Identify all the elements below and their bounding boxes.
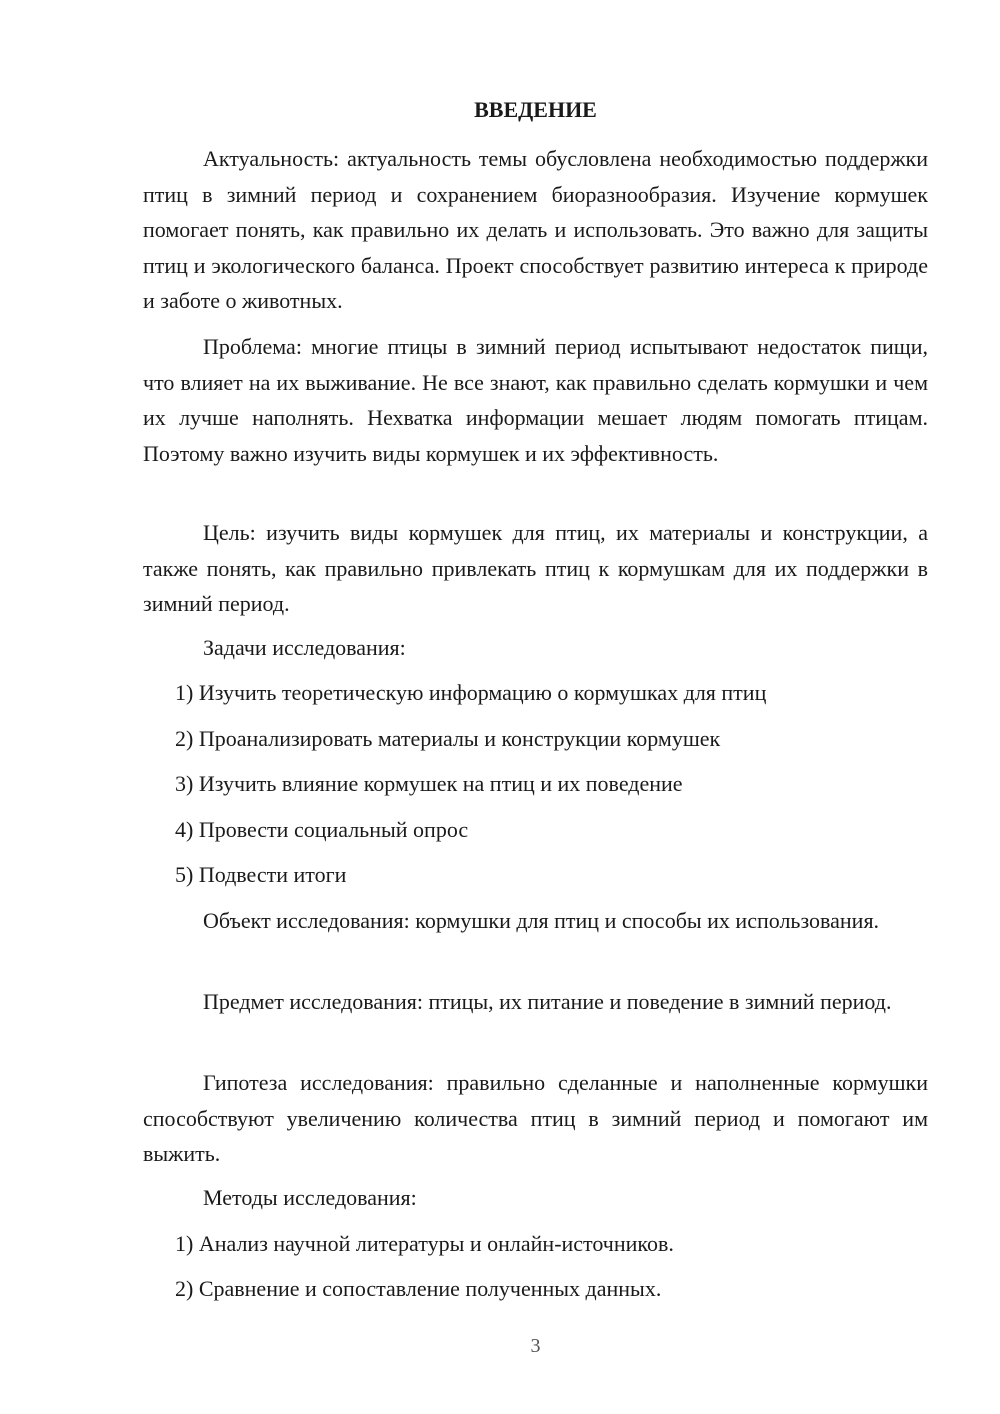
task-item: 3) Изучить влияние кормушек на птиц и их поведение	[175, 771, 683, 796]
method-item: 2) Сравнение и сопоставление полученных данных.	[175, 1276, 662, 1301]
page-number: 3	[530, 1335, 541, 1357]
relevance-paragraph: Актуальность: актуальность темы обусловлена необходимостью поддержки птиц в зимний период и сохранением биоразнообразия. Изучение кормушек помогает понять, как правильно их делать и использовать. Это важно для защиты птиц и экологического баланса. Проект способствует развитию интереса к природе и заботе о животных.	[143, 146, 928, 313]
task-item: 5) Подвести итоги	[175, 862, 347, 887]
document-page	[143, 0, 928, 1414]
subject-paragraph: Предмет исследования: птицы, их питание и поведение в зимний период.	[203, 989, 892, 1014]
method-item: 1) Анализ научной литературы и онлайн-источников.	[175, 1231, 674, 1256]
task-item: 2) Проанализировать материалы и конструкции кормушек	[175, 726, 721, 751]
problem-paragraph: Проблема: многие птицы в зимний период испытывают недостаток пищи, что влияет на их выживание. Не все знают, как правильно сделать кормушки и чем их лучше наполнять. Нехватка информации мешает людям помогать птицам. Поэтому важно изучить виды кормушек и их эффективность.	[143, 334, 928, 466]
methods-heading: Методы исследования:	[203, 1185, 417, 1210]
task-item: 4) Провести социальный опрос	[175, 817, 469, 842]
object-paragraph: Объект исследования: кормушки для птиц и способы их использования.	[203, 908, 880, 933]
section-title: ВВЕДЕНИЕ	[474, 97, 597, 122]
tasks-heading: Задачи исследования:	[203, 635, 406, 660]
hypothesis-paragraph: Гипотеза исследования: правильно сделанные и наполненные кормушки способствуют увеличению количества птиц в зимний период и помогают им выжить.	[143, 1070, 928, 1166]
goal-paragraph: Цель: изучить виды кормушек для птиц, их материалы и конструкции, а также понять, как правильно привлекать птиц к кормушкам для их поддержки в зимний период.	[143, 520, 928, 616]
task-item: 1) Изучить теоретическую информацию о кормушках для птиц	[175, 680, 767, 705]
